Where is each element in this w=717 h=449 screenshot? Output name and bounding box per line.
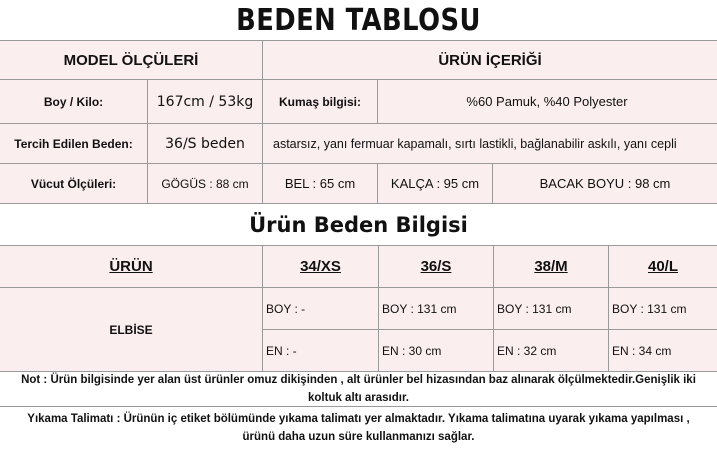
col-urun: ÜRÜN [109, 258, 153, 275]
kumas-value: %60 Pamuk, %40 Polyester [466, 94, 628, 109]
boy-kilo-value: 167cm / 53kg [156, 93, 254, 110]
yikama-talimati: Yıkama Talimatı : Ürünün iç etiket bölümünde yıkama talimatı yer almaktadır. Yıkama talimatına uyarak yıkama yapılması , ürünü daha uzun süre kullanmanızı sağlar. [27, 413, 690, 443]
kumas-label: Kumaş bilgisi: [278, 94, 361, 109]
en-36: EN : 30 cm [382, 343, 442, 358]
boy-40: BOY : 131 cm [612, 301, 687, 316]
boy-kilo-label: Boy / Kilo: [43, 94, 104, 109]
boy-38: BOY : 131 cm [497, 301, 572, 316]
boy-36: BOY : 131 cm [382, 301, 457, 316]
tercih-label: Tercih Edilen Beden: [14, 136, 133, 151]
col-36-s: 36/S [420, 258, 452, 275]
urun-icerigi-header: ÜRÜN İÇERİĞİ [438, 51, 542, 69]
product-name: ELBİSE [109, 322, 153, 337]
model-olculeri-header: MODEL ÖLÇÜLERİ [63, 51, 199, 69]
vucut-label: Vücut Ölçüleri: [30, 176, 117, 191]
divider [0, 203, 717, 204]
kalca-value: KALÇA : 95 cm [390, 176, 480, 191]
bacak-value: BACAK BOYU : 98 cm [539, 176, 671, 191]
urun-ozellik: astarsız, yanı fermuar kapamalı, sırtı lastikli, bağlanabilir askılı, yanı cepli [273, 136, 677, 151]
en-38: EN : 32 cm [497, 343, 557, 358]
en-40: EN : 34 cm [612, 343, 672, 358]
beden-bilgisi-title: Ürün Beden Bilgisi [249, 213, 468, 237]
page-title: BEDEN TABLOSU [236, 2, 481, 38]
tercih-value: 36/S beden [165, 135, 245, 152]
gogus-value: GÖGÜS : 88 cm [161, 176, 249, 191]
en-34: EN : - [266, 343, 297, 358]
olcu-notu: Not : Ürün bilgisinde yer alan üst ürünler omuz dikişinden , alt ürünler bel hizasından baz alınarak ölçülmektedir.Genişlik iki koltuk altı arasıdır. [21, 374, 696, 404]
divider [377, 79, 378, 123]
col-40-l: 40/L [647, 258, 678, 275]
boy-34: BOY : - [266, 301, 306, 316]
col-34-xs: 34/XS [300, 258, 341, 275]
col-38-m: 38/M [534, 258, 568, 275]
bel-value: BEL : 65 cm [284, 176, 356, 191]
